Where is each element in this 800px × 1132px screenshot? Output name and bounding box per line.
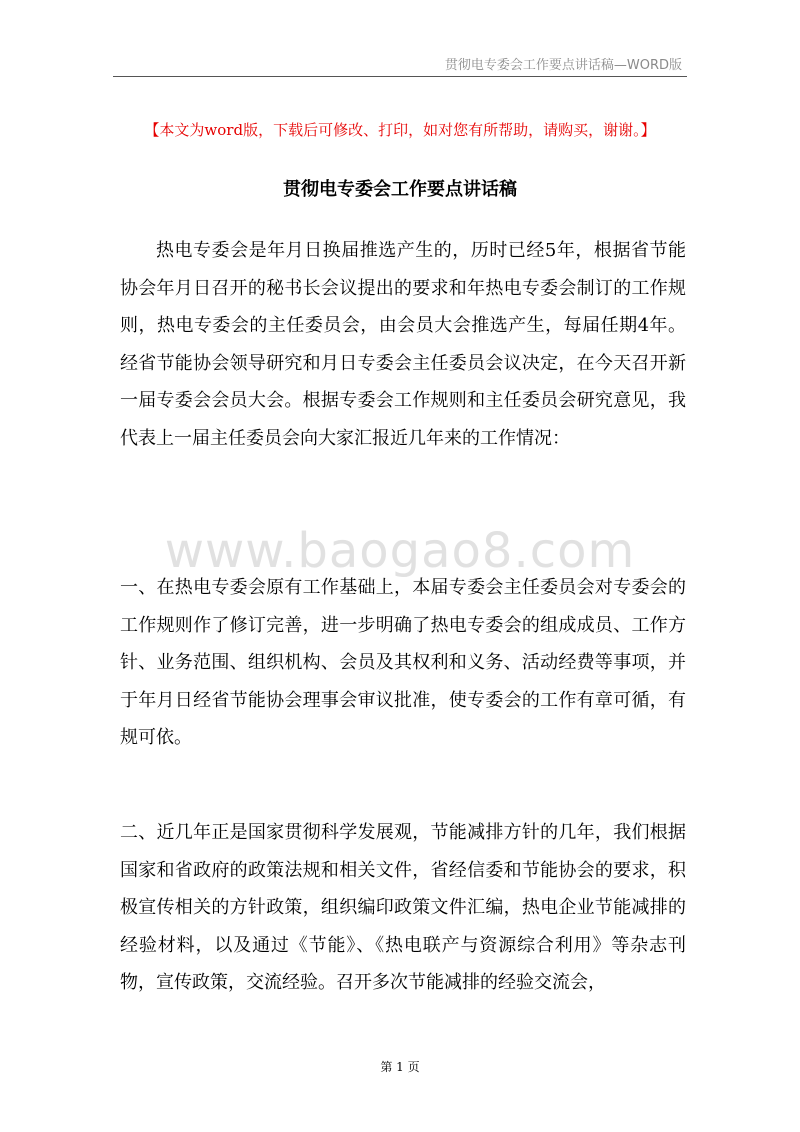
body-paragraph-section-1: 一、在热电专委会原有工作基础上，本届专委会主任委员会对专委会的工作规则作了修订完善，进一步明确了热电专委会的组成成员、工作方针、业务范围、组织机构、会员及其权利和义务、活动经费等事项，并于年月日经省节能协会理事会审议批准，使专委会的工作有章可循，有规可依。 <box>120 577 686 749</box>
header-divider <box>113 76 687 77</box>
site-watermark: www.baogao8.com <box>164 523 636 579</box>
document-title: 贯彻电专委会工作要点讲话稿 <box>283 179 517 200</box>
page-number: 第 1 页 <box>380 1060 420 1074</box>
download-notice: 【本文为word版，下载后可修改、打印，如对您有所帮助，请购买，谢谢。】 <box>144 121 656 139</box>
running-header: 贯彻电专委会工作要点讲话稿—WORD版 <box>444 58 682 73</box>
body-paragraph-intro: 热电专委会是年月日换届推选产生的，历时已经5年，根据省节能协会年月日召开的秘书长会议提出的要求和年热电专委会制订的工作规则，热电专委会的主任委员会，由会员大会推选产生，每届任期4年。经省节能协会领导研究和月日专委会主任委员会议决定，在今天召开新一届专委会会员大会。根据专委会工作规则和主任委员会研究意见，我代表上一届主任委员会向大家汇报近几年来的工作情况： <box>120 240 686 449</box>
body-paragraph-section-2: 二、近几年正是国家贯彻科学发展观，节能减排方针的几年，我们根据国家和省政府的政策法规和相关文件，省经信委和节能协会的要求，积极宣传相关的方针政策，组织编印政策文件汇编，热电企业节能减排的经验材料，以及通过《节能》、《热电联产与资源综合利用》等杂志刊物，宣传政策，交流经验。召开多次节能减排的经验交流会， <box>120 822 686 994</box>
